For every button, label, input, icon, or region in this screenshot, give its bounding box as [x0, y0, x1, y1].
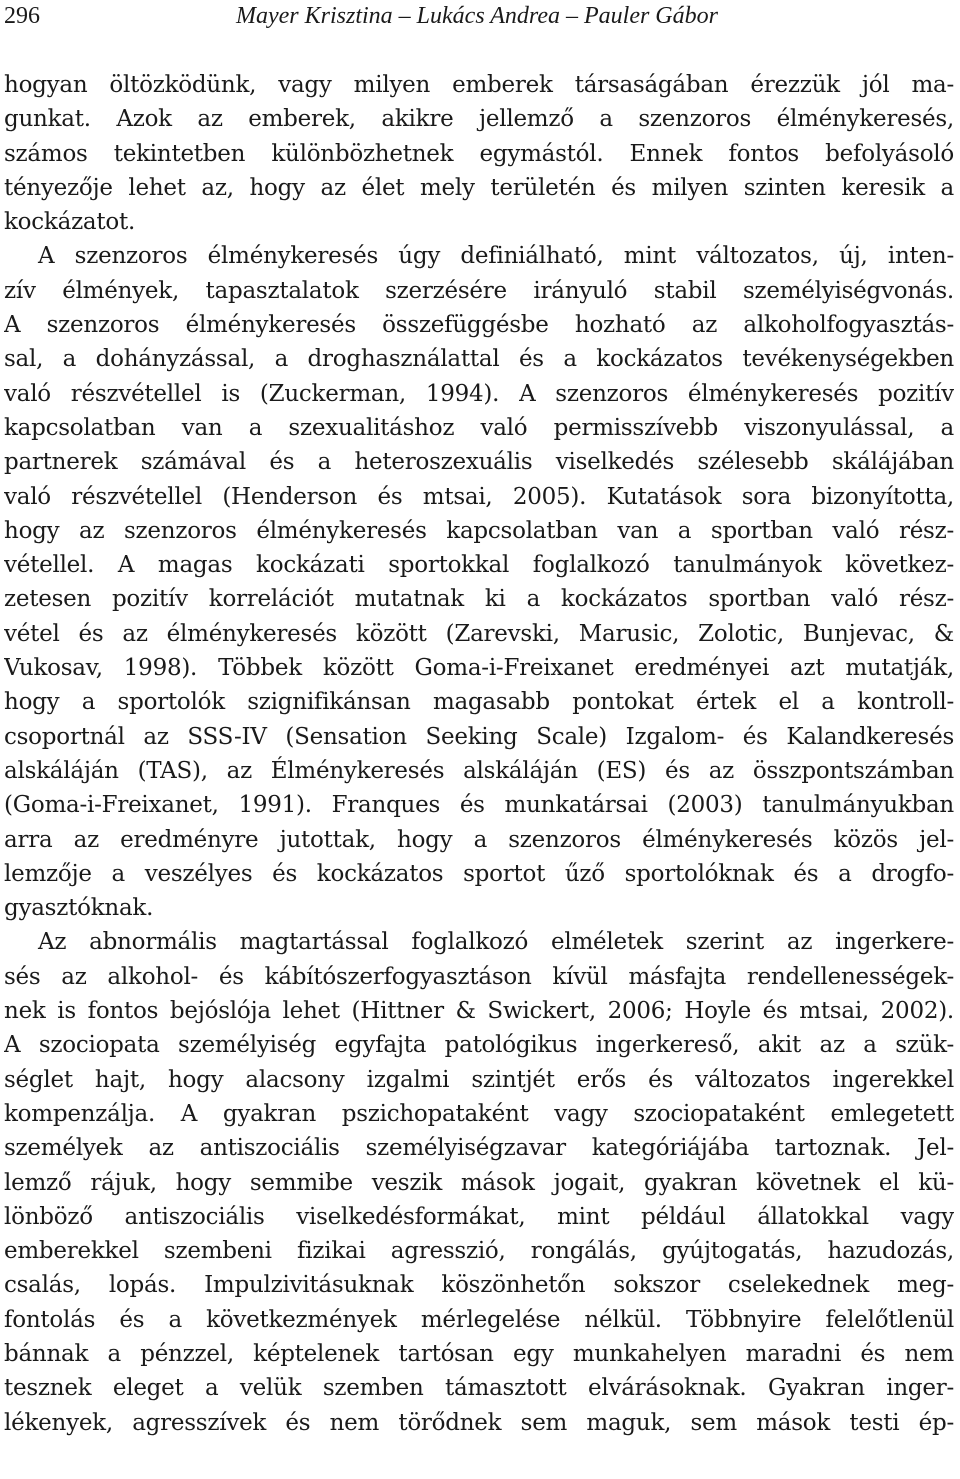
- text-line: hogyan öltözködünk, vagy milyen emberek társaságában érezzük jól ma-: [4, 72, 954, 98]
- text-line: hogy az szenzoros élménykeresés kapcsolatban van a sportban való rész-: [4, 517, 954, 544]
- text-line: való részvétellel (Henderson és mtsai, 2005). Kutatások sora bizonyította,: [4, 483, 954, 510]
- text-line: kompenzálja. A gyakran pszichopataként vagy szociopataként emlegetett: [4, 1100, 954, 1127]
- text-line: lönböző antiszociális viselkedésformákat, mint például állatokkal vagy: [4, 1203, 954, 1230]
- text-line: tesznek eleget a velük szemben támasztott elvárásoknak. Gyakran inger-: [4, 1375, 954, 1402]
- text-line: csoportnál az SSS-IV (Sensation Seeking Scale) Izgalom- és Kalandkeresés: [4, 723, 954, 750]
- text-line: kockázatot.: [4, 209, 136, 236]
- text-line: gunkat. Azok az emberek, akikre jellemző a szenzoros élménykeresés,: [4, 106, 954, 133]
- text-line: A szenzoros élménykeresés úgy definiálható, mint változatos, új, inten-: [38, 243, 954, 270]
- text-line: számos tekintetben különbözhetnek egymástól. Ennek fontos befolyásoló: [4, 140, 954, 167]
- running-head: Mayer Krisztina – Lukács Andrea – Pauler Gábor: [236, 3, 718, 29]
- text-line: (Goma-i-Freixanet, 1991). Franques és munkatársai (2003) tanulmányukban: [4, 792, 954, 819]
- text-line: nek is fontos bejóslója lehet (Hittner & Swickert, 2006; Hoyle és mtsai, 2002).: [4, 998, 954, 1025]
- text-line: személyek az antiszociális személyiségzavar kategóriájába tartoznak. Jel-: [4, 1135, 954, 1162]
- text-line: bánnak a pénzzel, képtelenek tartósan egy munkahelyen maradni és nem: [4, 1340, 954, 1367]
- text-line: Az abnormális magtartással foglalkozó elméletek szerint az ingerkere-: [38, 929, 954, 956]
- text-line: lemzője a veszélyes és kockázatos sportot űző sportolóknak és a drogfo-: [4, 860, 954, 887]
- text-line: Vukosav, 1998). Többek között Goma-i-Freixanet eredményei azt mutatják,: [4, 655, 954, 682]
- text-line: hogy a sportolók szignifikánsan magasabb pontokat értek el a kontroll-: [4, 689, 954, 716]
- text-line: tényezője lehet az, hogy az élet mely területén és milyen szinten keresik a: [4, 174, 954, 201]
- text-line: sés az alkohol- és kábítószerfogyasztáson kívül másfajta rendellenességek-: [4, 963, 954, 990]
- page-header: [4, 2, 954, 32]
- text-line: zetesen pozitív korrelációt mutatnak ki a kockázatos sportban való rész-: [4, 586, 954, 613]
- text-line: lékenyek, agresszívek és nem törődnek sem maguk, sem mások testi ép-: [4, 1409, 954, 1436]
- text-line: emberekkel szembeni fizikai agresszió, rongálás, gyújtogatás, hazudozás,: [4, 1238, 954, 1265]
- text-line: sal, a dohányzással, a droghasználattal és a kockázatos tevékenységekben: [4, 346, 954, 373]
- body-text: [4, 68, 954, 1440]
- text-line: partnerek számával és a heteroszexuális viselkedés szélesebb skálájában: [4, 449, 954, 476]
- text-line: séglet hajt, hogy alacsony izgalmi szintjét erős és változatos ingerekkel: [4, 1066, 954, 1093]
- text-line: A szociopata személyiség egyfajta patológikus ingerkereső, akit az a szük-: [4, 1032, 954, 1059]
- text-line: csalás, lopás. Impulzivitásuknak köszönhetőn sokszor cselekednek meg-: [4, 1272, 954, 1299]
- text-line: arra az eredményre jutottak, hogy a szenzoros élménykeresés közös jel-: [4, 826, 954, 853]
- text-line: vétellel. A magas kockázati sportokkal foglalkozó tanulmányok következ-: [4, 552, 954, 579]
- text-line: lemző rájuk, hogy semmibe veszik mások jogait, gyakran követnek el kü-: [4, 1169, 954, 1196]
- text-line: zív élmények, tapasztalatok szerzésére irányuló stabil személyiségvonás.: [4, 277, 954, 304]
- text-line: való részvétellel is (Zuckerman, 1994). A szenzoros élménykeresés pozitív: [4, 380, 954, 407]
- text-line: kapcsolatban van a szexualitáshoz való permisszívebb viszonyulással, a: [4, 414, 954, 441]
- text-line: A szenzoros élménykeresés összefüggésbe hozható az alkoholfogyasztás-: [4, 312, 954, 339]
- page-number: 296: [4, 3, 40, 29]
- text-line: fontolás és a következmények mérlegelése nélkül. Többnyire felelőtlenül: [4, 1306, 954, 1333]
- text-line: vétel és az élménykeresés között (Zarevski, Marusic, Zolotic, Bunjevac, &: [4, 620, 954, 647]
- text-line: gyasztóknak.: [4, 895, 154, 922]
- text-line: alskáláján (TAS), az Élménykeresés alskáláján (ES) és az összpontszámban: [4, 757, 954, 784]
